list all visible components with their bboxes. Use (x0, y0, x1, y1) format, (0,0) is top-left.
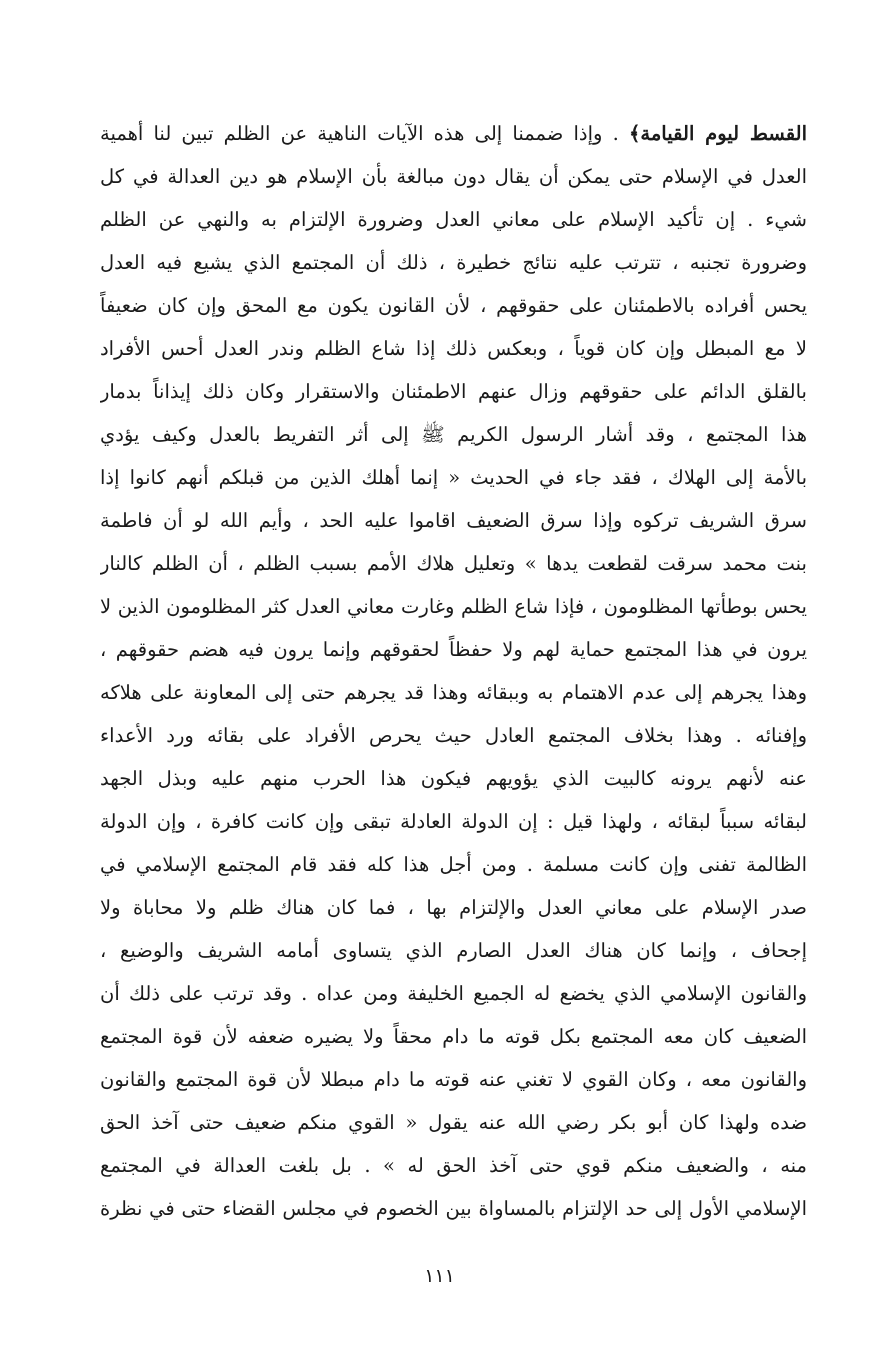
text-line-8: هذا المجتمع ، وقد أشار الرسول الكريم ﷺ إلى أثر التفريط بالعدل وكيف يؤدي (100, 423, 807, 446)
text-line-21: والقانون الإسلامي الذي يخضع له الجميع الخليفة ومن عداه . وقد ترتب على ذلك أن (100, 982, 807, 1005)
text-line-4: وضرورة تجنبه ، تترتب عليه نتائج خطيرة ، ذلك أن المجتمع الذي يشيع فيه العدل (100, 251, 807, 274)
text-line-22: الضعيف كان معه المجتمع بكل قوته ما دام محقاً ولا يضيره ضعفه لأن قوة المجتمع (100, 1025, 807, 1048)
body-text (100, 112, 807, 1230)
page-number: ١١١ (424, 1265, 455, 1287)
text-line-9: بالأمة إلى الهلاك ، فقد جاء في الحديث « إنما أهلك الذين من قبلكم أنهم كانوا إذا (100, 466, 807, 489)
text-line-16: عنه لأنهم يرونه كالبيت الذي يؤويهم فيكون هذا الحرب منهم عليه وبذل الجهد (100, 767, 807, 790)
text-line-26: الإسلامي الأول إلى حد الإلتزام بالمساواة بين الخصوم في مجلس القضاء حتى في نظرة (100, 1197, 807, 1220)
text-line-15: وإفنائه . وهذا بخلاف المجتمع العادل حيث يحرص الأفراد على بقائه ورد الأعداء (100, 724, 807, 747)
text-line-1 (100, 112, 807, 155)
text-line-24: ضده ولهذا كان أبو بكر رضي الله عنه يقول « القوي منكم ضعيف حتى آخذ الحق (100, 1111, 807, 1134)
text-line-23: والقانون معه ، وكان القوي لا تغني عنه قوته ما دام مبطلا لأن قوة المجتمع والقانون (100, 1068, 807, 1091)
text-line-5: يحس أفراده بالاطمئنان على حقوقهم ، لأن القانون يكون مع المحق وإن كان ضعيفاً (100, 294, 807, 317)
text-line-20: إجحاف ، وإنما كان هناك العدل الصارم الذي يتساوى أمامه الشريف والوضيع ، (100, 939, 807, 962)
text-line-10: سرق الشريف تركوه وإذا سرق الضعيف اقاموا عليه الحد ، وأيم الله لو أن فاطمة (100, 509, 807, 532)
text-line-18: الظالمة تفنى وإن كانت مسلمة . ومن أجل هذا كله فقد قام المجتمع الإسلامي في (100, 853, 807, 876)
text-line-13: يرون في هذا المجتمع حماية لهم ولا حفظاً لحقوقهم وإنما يرون فيه هضم حقوقهم ، (100, 638, 807, 661)
text-line-1-bold-lead: القسط ليوم القيامة﴾ (628, 122, 807, 145)
text-line-7: بالقلق الدائم على حقوقهم وزال عنهم الاطمئنان والاستقرار وكان ذلك إيذاناً بدمار (100, 380, 807, 403)
text-line-1-rest: . وإذا ضممنا إلى هذه الآيات الناهية عن الظلم تبين لنا أهمية (100, 122, 629, 145)
text-line-12: يحس بوطأتها المظلومون ، فإذا شاع الظلم وغارت معاني العدل كثر المظلومون الذين لا (100, 595, 807, 618)
text-line-11: بنت محمد سرقت لقطعت يدها » وتعليل هلاك الأمم بسبب الظلم ، أن الظلم كالنار (100, 552, 807, 575)
text-line-25: منه ، والضعيف منكم قوي حتى آخذ الحق له » . بل بلغت العدالة في المجتمع (100, 1154, 807, 1177)
text-line-2: العدل في الإسلام حتى يمكن أن يقال دون مبالغة بأن الإسلام هو دين العدالة في كل (100, 165, 807, 188)
text-line-14: وهذا يجرهم إلى عدم الاهتمام به وببقائه وهذا قد يجرهم حتى إلى المعاونة على هلاكه (100, 681, 807, 704)
text-line-19: صدر الإسلام على معاني العدل والإلتزام بها ، فما كان هناك ظلم ولا محاباة ولا (100, 896, 807, 919)
text-line-17: لبقائه سبباً لبقائه ، ولهذا قيل : إن الدولة العادلة تبقى وإن كانت كافرة ، وإن الدولة (100, 810, 807, 833)
text-line-6: لا مع المبطل وإن كان قوياً ، وبعكس ذلك إذا شاع الظلم وندر العدل أحس الأفراد (100, 337, 807, 360)
text-line-3: شيء . إن تأكيد الإسلام على معاني العدل وضرورة الإلتزام به والنهي عن الظلم (100, 208, 807, 231)
